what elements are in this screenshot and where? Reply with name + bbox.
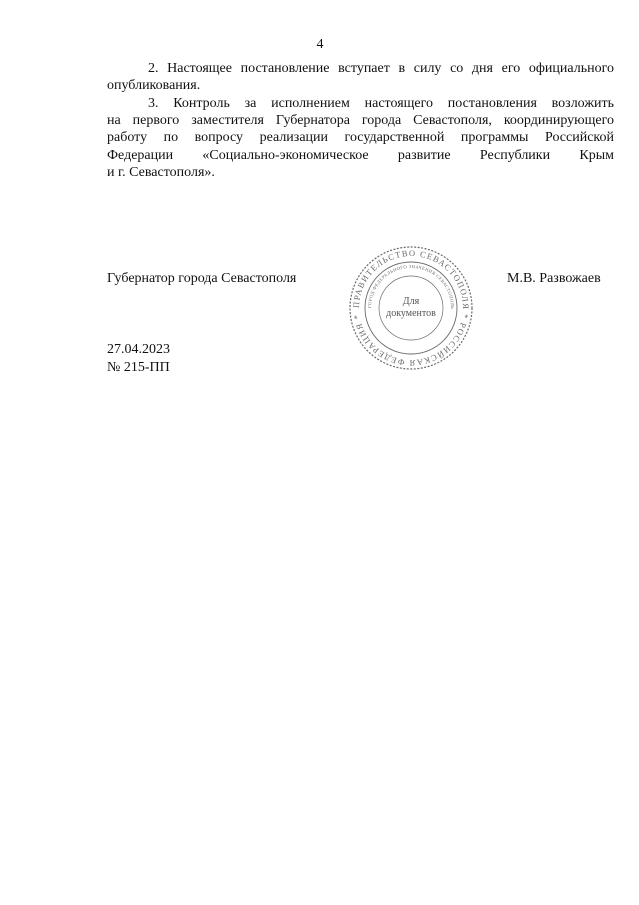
stamp-inner-ring-textpath: ГОРОД ФЕДЕРАЛЬНОГО ЗНАЧЕНИЯ СЕВАСТОПОЛЬ xyxy=(366,263,456,310)
paragraph-3 xyxy=(107,95,614,181)
paragraph-3-line-4: Федерации «Социально-экономическое развитие Республики Крым xyxy=(107,147,614,163)
signatory-position: Губернатор города Севастополя xyxy=(107,271,297,286)
page-number: 4 xyxy=(316,37,324,52)
paragraph-3-line-5: и г. Севастополя». xyxy=(107,164,215,180)
paragraph-2-line-2: опубликования. xyxy=(107,78,201,94)
paragraph-3-line-1: 3. Контроль за исполнением настоящего постановления возложить xyxy=(148,96,614,111)
paragraph-3-line-2: на первого заместителя Губернатора города Севастополя, координирующего xyxy=(107,113,614,129)
paragraph-2-line-1: 2. Настоящее постановление вступает в силу со дня его официального xyxy=(148,61,614,76)
stamp-center-line-1: Для xyxy=(402,296,420,307)
document-date: 27.04.2023 xyxy=(107,342,170,357)
official-seal-stamp xyxy=(346,243,476,373)
paragraph-2 xyxy=(107,60,614,94)
paragraph-3-line-3: работу по вопросу реализации государственной программы Российской xyxy=(107,130,614,146)
stamp-center-line-2: документов xyxy=(386,308,436,319)
stamp-ring-textpath: ПРАВИТЕЛЬСТВО СЕВАСТОПОЛЯ * РОССИЙСКАЯ ФЕДЕРАЦИЯ * xyxy=(350,247,472,369)
signatory-name: М.В. Развожаев xyxy=(507,271,601,286)
document-number: № 215-ПП xyxy=(107,360,170,375)
